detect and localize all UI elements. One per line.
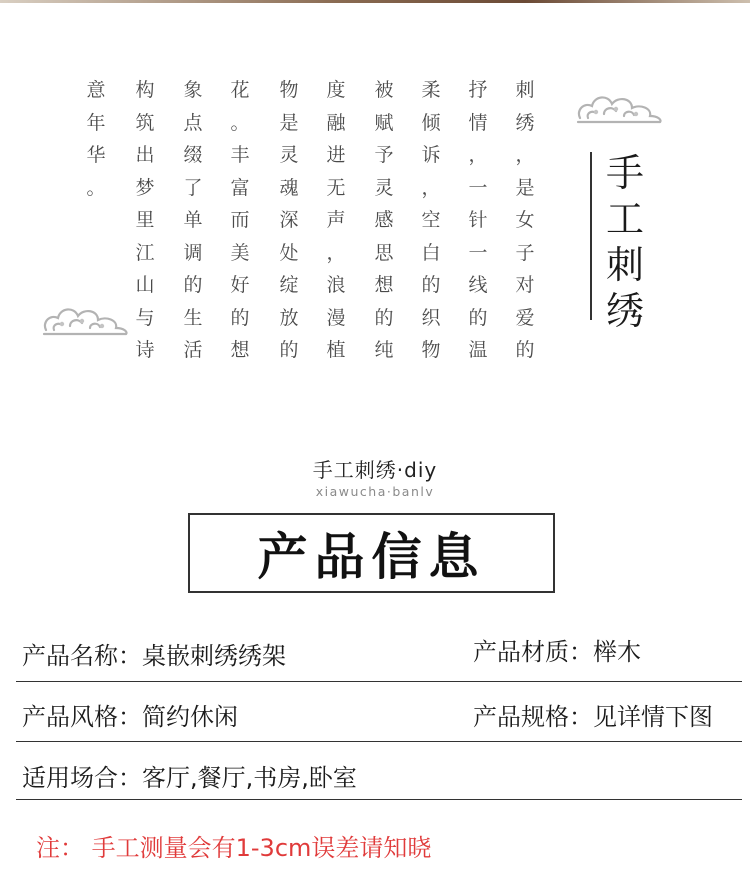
vertical-char: 予 xyxy=(374,144,394,166)
poem-column xyxy=(179,74,207,367)
vertical-char: 纯 xyxy=(374,339,394,361)
vertical-char: 富 xyxy=(230,176,250,199)
product-info-heading: 产品信息 xyxy=(257,528,486,586)
vertical-char: 物 xyxy=(279,79,299,101)
vertical-char: 处 xyxy=(279,241,299,264)
vertical-char: 想 xyxy=(374,274,394,296)
vertical-char: 一 xyxy=(468,176,488,199)
vertical-char: 。 xyxy=(230,111,250,134)
vertical-char: 倾 xyxy=(421,111,441,134)
vertical-char: 好 xyxy=(230,274,250,296)
vertical-char: 感 xyxy=(374,209,394,231)
vertical-char: 浪 xyxy=(326,274,346,296)
vertical-char: 物 xyxy=(421,339,441,361)
vertical-char: 诉 xyxy=(421,144,441,166)
poem-column xyxy=(322,74,350,367)
vertical-char: 构 xyxy=(135,79,155,101)
product-material: 产品材质：榉木 xyxy=(473,638,641,666)
vertical-char: 情 xyxy=(468,111,488,134)
vertical-char: ， xyxy=(326,241,346,264)
vertical-char: 线 xyxy=(468,274,488,296)
vertical-char: 魂 xyxy=(279,176,299,199)
vertical-char: 缀 xyxy=(183,144,203,166)
vertical-char: 赋 xyxy=(374,111,394,134)
vertical-char: 丰 xyxy=(230,144,250,166)
vertical-char: 被 xyxy=(374,79,394,101)
vertical-char: 柔 xyxy=(421,79,441,101)
vertical-char: 象 xyxy=(183,79,203,101)
vertical-char: 江 xyxy=(135,241,155,264)
vertical-char: 筑 xyxy=(135,111,155,134)
vertical-char: 灵 xyxy=(279,144,299,166)
vertical-char: 进 xyxy=(326,144,346,166)
vertical-char: 了 xyxy=(183,176,203,199)
vertical-char: 白 xyxy=(421,241,441,264)
row-divider xyxy=(16,681,742,682)
vertical-char: 是 xyxy=(515,176,535,199)
vertical-char: 绣 xyxy=(515,111,535,134)
vertical-char: 年 xyxy=(86,111,106,134)
title-divider-line xyxy=(590,152,592,320)
vertical-char: 手 xyxy=(605,151,644,195)
vertical-char: 绣 xyxy=(605,289,644,333)
section-subtitle-en: xiawucha·banlv xyxy=(315,484,435,499)
vertical-char: 刺 xyxy=(515,79,535,101)
vertical-char: 的 xyxy=(421,274,441,296)
vertical-char: 活 xyxy=(183,339,203,361)
vertical-char: ， xyxy=(421,176,441,199)
poem-column xyxy=(275,74,303,367)
poem-column xyxy=(82,74,110,204)
vertical-char: 度 xyxy=(326,79,346,101)
vertical-char: 的 xyxy=(183,274,203,296)
vertical-char: 华 xyxy=(86,144,106,166)
product-spec: 产品规格：见详情下图 xyxy=(473,703,713,731)
vertical-char: 里 xyxy=(135,209,155,231)
vertical-char: 的 xyxy=(468,306,488,329)
vertical-char: 织 xyxy=(421,306,441,329)
vertical-char: 花 xyxy=(230,79,250,101)
vertical-char: 的 xyxy=(279,339,299,361)
poem-column xyxy=(464,74,492,367)
product-info-heading-box xyxy=(188,513,555,593)
vertical-char: 灵 xyxy=(374,176,394,199)
top-decor-strip xyxy=(0,0,750,3)
vertical-char: 的 xyxy=(374,306,394,329)
vertical-char: 刺 xyxy=(605,243,644,287)
vertical-char: 融 xyxy=(326,111,346,134)
poem-column xyxy=(131,74,159,367)
product-name: 产品名称：桌嵌刺绣绣架 xyxy=(22,642,286,670)
vertical-char: 声 xyxy=(326,209,346,231)
vertical-char: 。 xyxy=(86,176,106,199)
vertical-char: 无 xyxy=(326,176,346,199)
vertical-char: 的 xyxy=(230,306,250,329)
vertical-char: 调 xyxy=(183,241,203,264)
poem-column xyxy=(511,74,539,367)
vertical-char: 对 xyxy=(515,274,535,296)
section-subtitle: 手工刺绣·diy xyxy=(312,458,438,482)
vertical-title xyxy=(600,150,650,334)
vertical-char: 绽 xyxy=(279,274,299,296)
vertical-char: 思 xyxy=(374,241,394,264)
row-divider xyxy=(16,799,742,800)
measurement-note: 注： 手工测量会有1-3cm误差请知晓 xyxy=(36,834,432,862)
vertical-char: 针 xyxy=(468,209,488,231)
poem-column xyxy=(417,74,445,367)
vertical-char: 工 xyxy=(605,197,644,241)
vertical-char: 生 xyxy=(183,306,203,329)
vertical-char: 漫 xyxy=(326,306,346,329)
vertical-char: ， xyxy=(468,144,488,166)
vertical-char: 一 xyxy=(468,241,488,264)
vertical-char: 空 xyxy=(421,209,441,231)
poem-column xyxy=(370,74,398,367)
vertical-char: 与 xyxy=(135,306,155,329)
vertical-char: 是 xyxy=(279,111,299,134)
poem-column xyxy=(226,74,254,367)
vertical-char: 而 xyxy=(230,209,250,231)
cloud-ornament-icon xyxy=(40,300,132,338)
vertical-char: 子 xyxy=(515,241,535,264)
vertical-char: 想 xyxy=(230,339,250,361)
vertical-char: ， xyxy=(515,144,535,166)
vertical-char: 出 xyxy=(135,144,155,166)
vertical-char: 点 xyxy=(183,111,203,134)
row-divider xyxy=(16,741,742,742)
vertical-char: 诗 xyxy=(135,339,155,361)
vertical-char: 深 xyxy=(279,209,299,231)
vertical-char: 美 xyxy=(230,241,250,264)
product-usage: 适用场合：客厅,餐厅,书房,卧室 xyxy=(22,764,357,792)
product-style: 产品风格：简约休闲 xyxy=(22,703,238,731)
vertical-char: 梦 xyxy=(135,176,155,199)
vertical-char: 放 xyxy=(279,306,299,329)
vertical-char: 植 xyxy=(326,339,346,361)
vertical-char: 爱 xyxy=(515,306,535,329)
vertical-char: 的 xyxy=(515,339,535,361)
vertical-char: 女 xyxy=(515,209,535,231)
cloud-ornament-icon xyxy=(574,88,666,126)
vertical-char: 意 xyxy=(86,79,106,101)
vertical-char: 单 xyxy=(183,209,203,231)
vertical-char: 温 xyxy=(468,339,488,361)
vertical-char: 抒 xyxy=(468,79,488,101)
vertical-char: 山 xyxy=(135,274,155,296)
